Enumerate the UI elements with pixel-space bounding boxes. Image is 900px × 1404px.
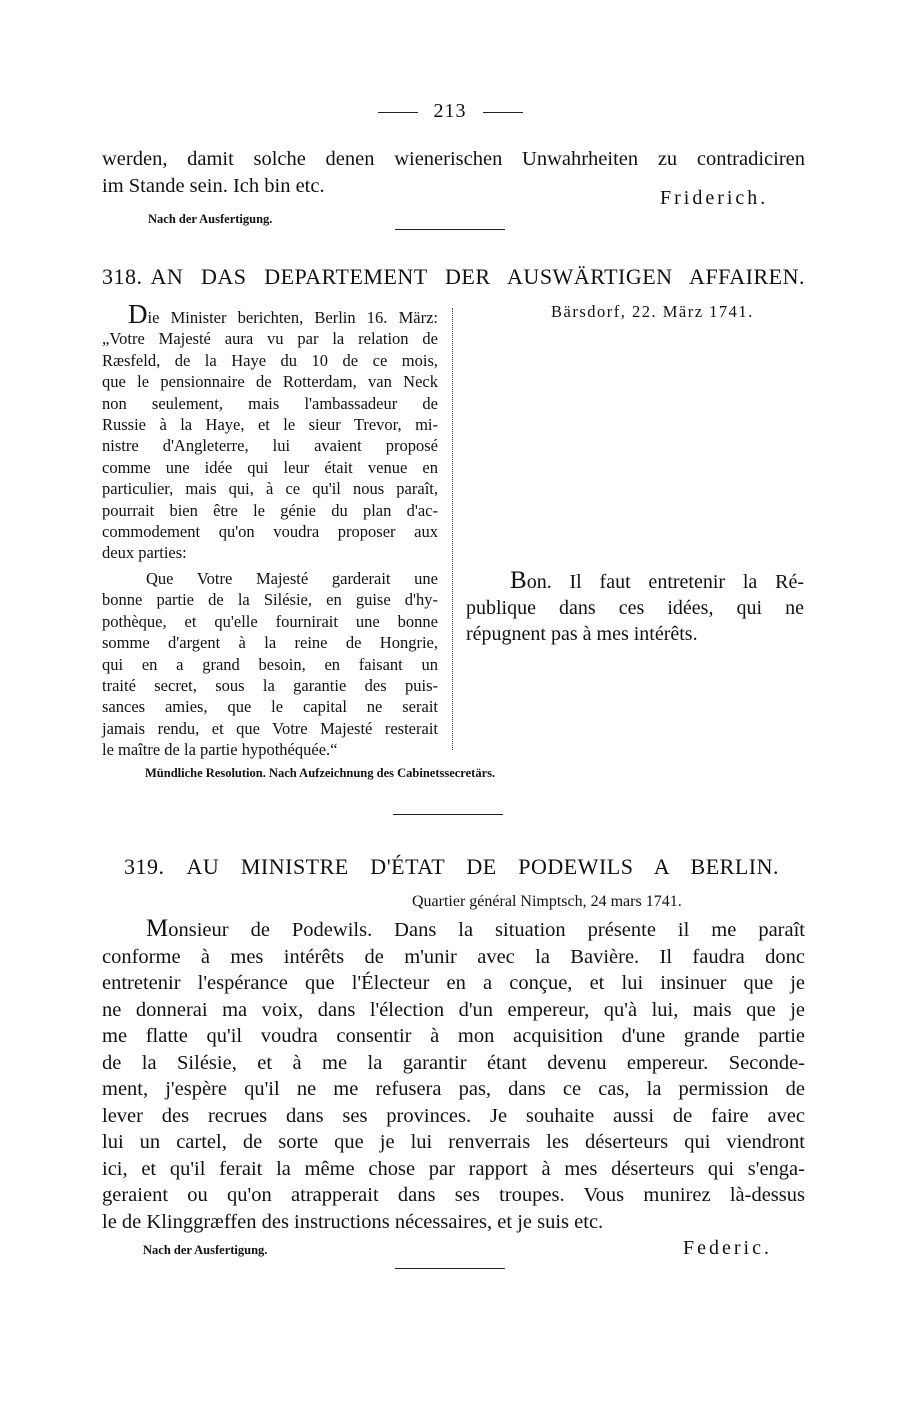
section-divider xyxy=(395,1268,505,1269)
text-line: non seulement, mais l'ambassadeur de xyxy=(102,393,438,413)
section-divider xyxy=(395,229,505,230)
text-line: publique dans ces idées, qui ne xyxy=(466,597,804,619)
letter-318-number: 318. xyxy=(102,264,143,289)
text-line: sances amies, que le capital ne serait xyxy=(102,697,438,717)
text-line: Monsieur de Podewils. Dans la situation présente il me paraît xyxy=(146,915,805,942)
page-number: 213 xyxy=(433,100,467,122)
text-line: répugnent pas à mes intérêts. xyxy=(466,623,698,645)
text-line: „Votre Majesté aura vu par la relation de xyxy=(102,329,438,349)
text-line: Die Minister berichten, Berlin 16. März: xyxy=(128,299,438,329)
text-line: le de Klinggræffen des instructions nécessaires, et je suis etc. xyxy=(102,1210,604,1233)
letter-318-heading xyxy=(102,264,805,290)
prev-letter-source: Nach der Ausfertigung. xyxy=(148,212,273,226)
text-line: ici, et qu'il ferait la même chose par rapport à mes déserteurs qui s'enga- xyxy=(102,1157,805,1180)
letter-319-body xyxy=(102,916,805,1235)
text-line: lever des recrues dans ses provinces. Je souhaite aussi de faire avec xyxy=(102,1104,805,1127)
text-line: particulier, mais qui, à ce qu'il nous paraît, xyxy=(102,479,438,499)
letter-319-heading xyxy=(124,854,779,880)
text-line: que le pensionnaire de Rotterdam, van Neck xyxy=(102,372,438,392)
letter-319-title: AU MINISTRE D'ÉTAT DE PODEWILS A BERLIN. xyxy=(186,854,779,879)
text-line: me flatte qu'il voudra consentir à mon acquisition d'une grande partie xyxy=(102,1025,805,1047)
initial-letter: M xyxy=(146,915,169,942)
text-line: Bon. Il faut entretenir la Ré- xyxy=(510,567,804,594)
text-line: entretenir l'espérance que l'Électeur en a conçue, et lui insinuer que je xyxy=(102,972,805,994)
letter-318-title: AN DAS DEPARTEMENT DER AUSWÄRTIGEN AFFAIREN. xyxy=(150,264,805,289)
text-line: deux parties: xyxy=(102,543,187,563)
text-line: ment, j'espère qu'il ne me refusera pas, dans ce cas, la permission de xyxy=(102,1078,805,1100)
text-line: commodement qu'on voudra proposer aux xyxy=(102,522,438,542)
text-line: conforme à mes intérêts de m'unir avec la Bavière. Il faudra donc xyxy=(102,945,805,968)
section-divider xyxy=(393,814,503,815)
text-line: bonne partie de la Silésie, en guise d'hy- xyxy=(102,590,438,610)
text-line: pothèque, et qu'elle fournirait une bonne xyxy=(102,611,438,631)
letter-318-place-date: Bärsdorf, 22. März 1741. xyxy=(551,302,754,321)
letter-319-number: 319. xyxy=(124,854,165,879)
initial-letter: B xyxy=(510,567,527,594)
text-line: comme une idée qui leur était venue en xyxy=(102,457,438,477)
drop-cap: D xyxy=(128,299,148,329)
text-line: qui en a grand besoin, en faisant un xyxy=(102,654,438,674)
text-line: somme d'argent à la reine de Hongrie, xyxy=(102,633,438,653)
text-line: Ræsfeld, de la Haye du 10 de ce mois, xyxy=(102,350,438,370)
text-line: lui un cartel, de sorte que je lui renverrais les déserteurs qui viendront xyxy=(102,1131,805,1153)
page-number-dash-left xyxy=(378,112,418,113)
column-divider xyxy=(452,308,453,750)
text-line: Russie à la Haye, et le sieur Trevor, mi- xyxy=(102,415,438,435)
page-number-dash-right xyxy=(483,112,523,113)
kings-resolution xyxy=(466,568,804,647)
text-line: de la Silésie, et à me la garantir étant devenu empereur. Seconde- xyxy=(102,1051,805,1074)
text-line: geraient ou qu'on atrapperait dans ses troupes. Vous munirez là-dessus xyxy=(102,1184,805,1206)
text-line: pourrait bien être le génie du plan d'ac- xyxy=(102,500,438,520)
text-line: traité secret, sous la garantie des puis- xyxy=(102,675,438,695)
text-line: im Stande sein. Ich bin etc. xyxy=(102,174,325,197)
text-line: Que Votre Majesté garderait une xyxy=(146,568,438,588)
letter-318-source: Mündliche Resolution. Nach Aufzeichnung des Cabinetssecretärs. xyxy=(145,766,496,780)
text-line: werden, damit solche denen wienerischen Unwahrheiten zu contradiciren xyxy=(102,148,805,170)
letter-319-source: Nach der Ausfertigung. xyxy=(143,1243,268,1257)
text-line: jamais rendu, et que Votre Majesté resterait xyxy=(102,718,438,738)
text-line: le maître de la partie hypothéquée.“ xyxy=(102,740,338,760)
text-line: nistre d'Angleterre, lui avaient proposé xyxy=(102,436,438,456)
letter-319-signature: Federic. xyxy=(683,1237,772,1259)
letter-319-place-date: Quartier général Nimptsch, 24 mars 1741. xyxy=(412,893,682,910)
prev-letter-signature: Friderich. xyxy=(660,187,769,209)
page-number-header xyxy=(0,100,900,123)
text-line: ne donnerai ma voix, dans l'élection d'un empereur, qu'à lui, mais que je xyxy=(102,998,805,1021)
ministers-report xyxy=(102,299,438,761)
